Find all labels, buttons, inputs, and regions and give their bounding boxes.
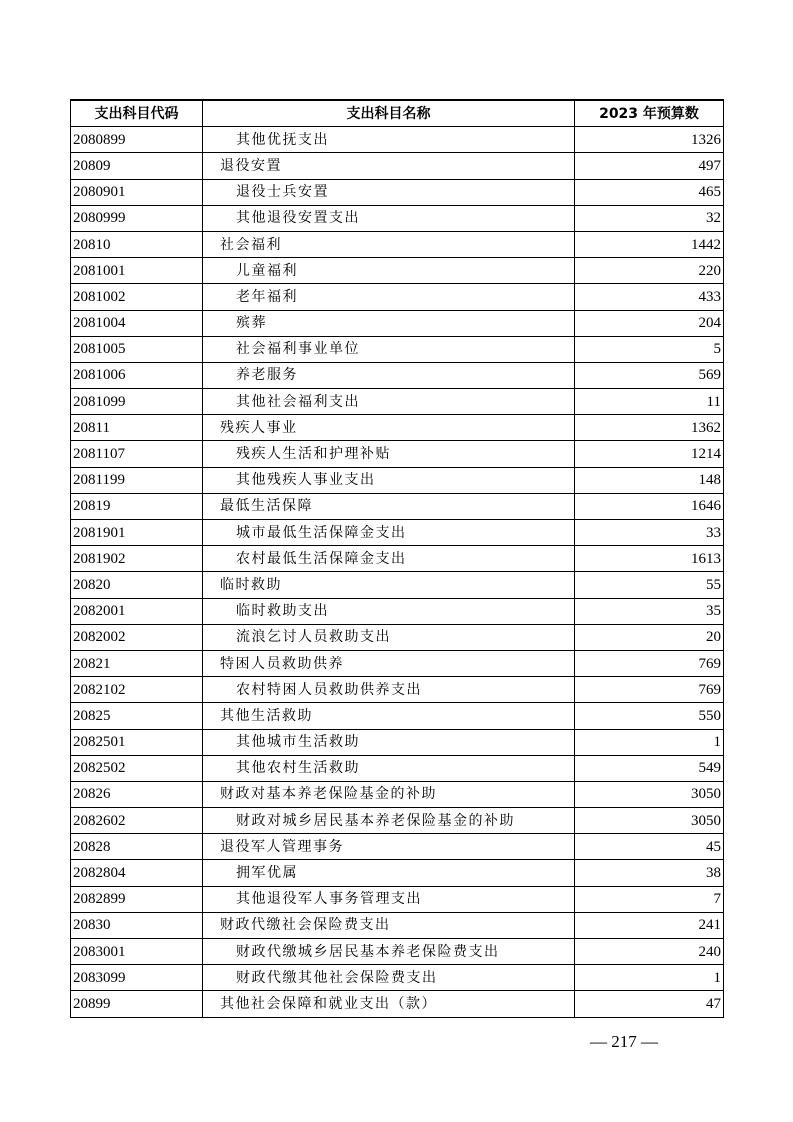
row-code: 2082002: [71, 624, 203, 650]
table-row: [71, 650, 724, 676]
row-name: 最低生活保障: [203, 493, 575, 519]
row-code: 2081005: [71, 336, 203, 362]
table-body: [71, 127, 724, 1017]
row-code: 20899: [71, 991, 203, 1017]
table-row: [71, 703, 724, 729]
row-code: 2082501: [71, 729, 203, 755]
row-code: 20826: [71, 781, 203, 807]
row-name: 财政对基本养老保险基金的补助: [203, 781, 575, 807]
row-amount: 45: [575, 834, 724, 860]
row-amount: 1362: [575, 415, 724, 441]
row-code: 2081901: [71, 520, 203, 546]
row-name: 退役军人管理事务: [203, 834, 575, 860]
row-amount: 769: [575, 677, 724, 703]
table-row: [71, 729, 724, 755]
row-amount: 240: [575, 939, 724, 965]
row-name: 农村最低生活保障金支出: [203, 546, 575, 572]
row-code: 2080899: [71, 127, 203, 153]
row-amount: 1214: [575, 441, 724, 467]
row-name: 其他优抚支出: [203, 127, 575, 153]
table-header-row: [71, 100, 724, 127]
table-row: [71, 153, 724, 179]
row-amount: 220: [575, 258, 724, 284]
table-row: [71, 336, 724, 362]
row-code: 2081002: [71, 284, 203, 310]
row-code: 2081001: [71, 258, 203, 284]
row-code: 2080999: [71, 205, 203, 231]
row-name: 殡葬: [203, 310, 575, 336]
row-name: 残疾人生活和护理补贴: [203, 441, 575, 467]
table-row: [71, 467, 724, 493]
row-amount: 1: [575, 965, 724, 991]
row-amount: 497: [575, 153, 724, 179]
row-name: 其他社会保障和就业支出（款）: [203, 991, 575, 1017]
row-code: 2080901: [71, 179, 203, 205]
row-name: 临时救助: [203, 572, 575, 598]
table-row: [71, 205, 724, 231]
row-code: 2083001: [71, 939, 203, 965]
row-amount: 549: [575, 755, 724, 781]
row-code: 2082899: [71, 886, 203, 912]
row-amount: 1442: [575, 231, 724, 257]
row-name: 退役安置: [203, 153, 575, 179]
header-code: 支出科目代码: [71, 100, 203, 127]
row-name: 其他城市生活救助: [203, 729, 575, 755]
row-code: 2083099: [71, 965, 203, 991]
row-code: 2081199: [71, 467, 203, 493]
row-name: 其他社会福利支出: [203, 389, 575, 415]
table-row: [71, 965, 724, 991]
table-row: [71, 441, 724, 467]
row-code: 20828: [71, 834, 203, 860]
row-name: 拥军优属: [203, 860, 575, 886]
row-amount: 3050: [575, 781, 724, 807]
row-code: 20809: [71, 153, 203, 179]
row-code: 2082102: [71, 677, 203, 703]
row-name: 其他农村生活救助: [203, 755, 575, 781]
row-amount: 433: [575, 284, 724, 310]
row-code: 2081099: [71, 389, 203, 415]
row-code: 20820: [71, 572, 203, 598]
table-row: [71, 127, 724, 153]
row-name: 儿童福利: [203, 258, 575, 284]
row-name: 退役士兵安置: [203, 179, 575, 205]
table-row: [71, 179, 724, 205]
table-row: [71, 755, 724, 781]
header-name: 支出科目名称: [203, 100, 575, 127]
row-amount: 769: [575, 650, 724, 676]
table-row: [71, 598, 724, 624]
table-row: [71, 834, 724, 860]
row-name: 农村特困人员救助供养支出: [203, 677, 575, 703]
table-row: [71, 860, 724, 886]
row-amount: 47: [575, 991, 724, 1017]
row-amount: 11: [575, 389, 724, 415]
table-row: [71, 284, 724, 310]
table-row: [71, 991, 724, 1017]
row-amount: 1646: [575, 493, 724, 519]
row-code: 2081004: [71, 310, 203, 336]
row-amount: 241: [575, 912, 724, 938]
row-code: 20819: [71, 493, 203, 519]
table-row: [71, 624, 724, 650]
row-code: 20830: [71, 912, 203, 938]
row-name: 其他残疾人事业支出: [203, 467, 575, 493]
row-name: 其他退役军人事务管理支出: [203, 886, 575, 912]
row-name: 其他生活救助: [203, 703, 575, 729]
table-row: [71, 362, 724, 388]
row-amount: 550: [575, 703, 724, 729]
row-amount: 7: [575, 886, 724, 912]
table-row: [71, 572, 724, 598]
row-code: 2082001: [71, 598, 203, 624]
table-row: [71, 415, 724, 441]
table-row: [71, 493, 724, 519]
table-row: [71, 258, 724, 284]
table-row: [71, 310, 724, 336]
row-code: 20811: [71, 415, 203, 441]
table-row: [71, 677, 724, 703]
row-name: 财政代缴其他社会保险费支出: [203, 965, 575, 991]
row-name: 城市最低生活保障金支出: [203, 520, 575, 546]
row-amount: 1613: [575, 546, 724, 572]
row-code: 2081107: [71, 441, 203, 467]
row-name: 其他退役安置支出: [203, 205, 575, 231]
row-amount: 465: [575, 179, 724, 205]
row-code: 2081006: [71, 362, 203, 388]
row-amount: 33: [575, 520, 724, 546]
table-row: [71, 781, 724, 807]
table-row: [71, 546, 724, 572]
table-row: [71, 808, 724, 834]
row-name: 临时救助支出: [203, 598, 575, 624]
row-name: 社会福利: [203, 231, 575, 257]
row-amount: 35: [575, 598, 724, 624]
row-amount: 20: [575, 624, 724, 650]
budget-table: [70, 99, 724, 1018]
row-amount: 1: [575, 729, 724, 755]
row-name: 特困人员救助供养: [203, 650, 575, 676]
row-code: 2082804: [71, 860, 203, 886]
row-amount: 204: [575, 310, 724, 336]
row-name: 老年福利: [203, 284, 575, 310]
table-row: [71, 912, 724, 938]
row-name: 财政代缴城乡居民基本养老保险费支出: [203, 939, 575, 965]
table-row: [71, 231, 724, 257]
row-name: 残疾人事业: [203, 415, 575, 441]
row-name: 养老服务: [203, 362, 575, 388]
table-row: [71, 939, 724, 965]
row-amount: 55: [575, 572, 724, 598]
row-name: 社会福利事业单位: [203, 336, 575, 362]
table-row: [71, 389, 724, 415]
row-name: 财政代缴社会保险费支出: [203, 912, 575, 938]
row-code: 2081902: [71, 546, 203, 572]
table-row: [71, 520, 724, 546]
row-code: 20810: [71, 231, 203, 257]
row-amount: 1326: [575, 127, 724, 153]
page-number: — 217 —: [590, 1032, 658, 1051]
row-name: 财政对城乡居民基本养老保险基金的补助: [203, 808, 575, 834]
row-code: 2082602: [71, 808, 203, 834]
row-amount: 148: [575, 467, 724, 493]
row-amount: 32: [575, 205, 724, 231]
row-name: 流浪乞讨人员救助支出: [203, 624, 575, 650]
row-amount: 3050: [575, 808, 724, 834]
row-code: 20821: [71, 650, 203, 676]
row-code: 2082502: [71, 755, 203, 781]
row-amount: 5: [575, 336, 724, 362]
row-amount: 38: [575, 860, 724, 886]
row-amount: 569: [575, 362, 724, 388]
header-amount: 2023 年预算数: [575, 100, 724, 127]
row-code: 20825: [71, 703, 203, 729]
table-row: [71, 886, 724, 912]
